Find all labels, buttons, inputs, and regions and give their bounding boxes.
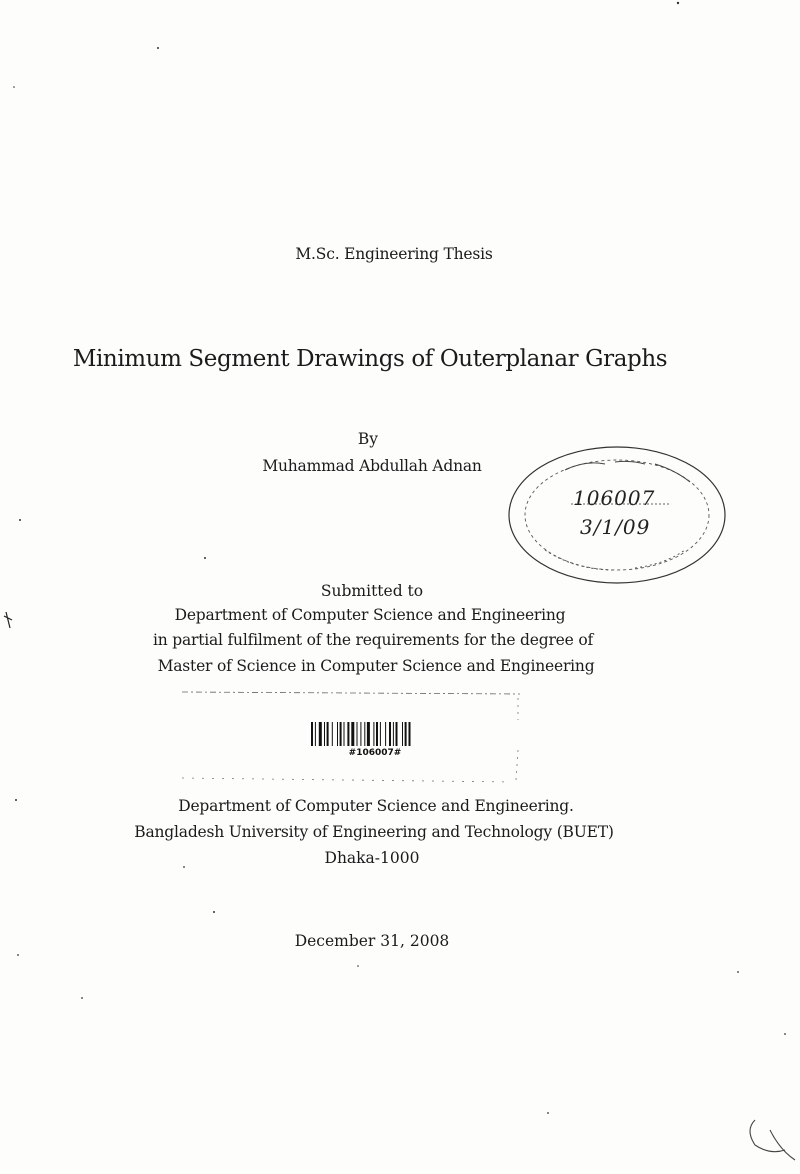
partial-fulfilment-text: in partial fulfilment of the requirements for the degree of [152, 631, 594, 649]
stamp-accession-number: 106007 [573, 486, 656, 510]
university-name: Bangladesh University of Engineering and Technology (BUET) [134, 823, 614, 841]
submission-date: December 31, 2008 [294, 932, 450, 950]
submitted-department: Department of Computer Science and Engineering [174, 606, 566, 624]
barcode-number: #106007# [348, 748, 402, 758]
author-name: Muhammad Abdullah Adnan [262, 457, 482, 475]
submitted-to-label: Submitted to [320, 582, 424, 600]
stamp-date: 3/1/09 [580, 515, 651, 539]
degree-type: M.Sc. Engineering Thesis [295, 245, 493, 263]
city-postcode: Dhaka-1000 [324, 849, 420, 867]
department-name: Department of Computer Science and Engineering. [178, 797, 574, 815]
thesis-title: Minimum Segment Drawings of Outerplanar Graphs [72, 346, 668, 372]
degree-full-name: Master of Science in Computer Science and Engineering [157, 657, 595, 675]
by-label: By [357, 430, 379, 448]
